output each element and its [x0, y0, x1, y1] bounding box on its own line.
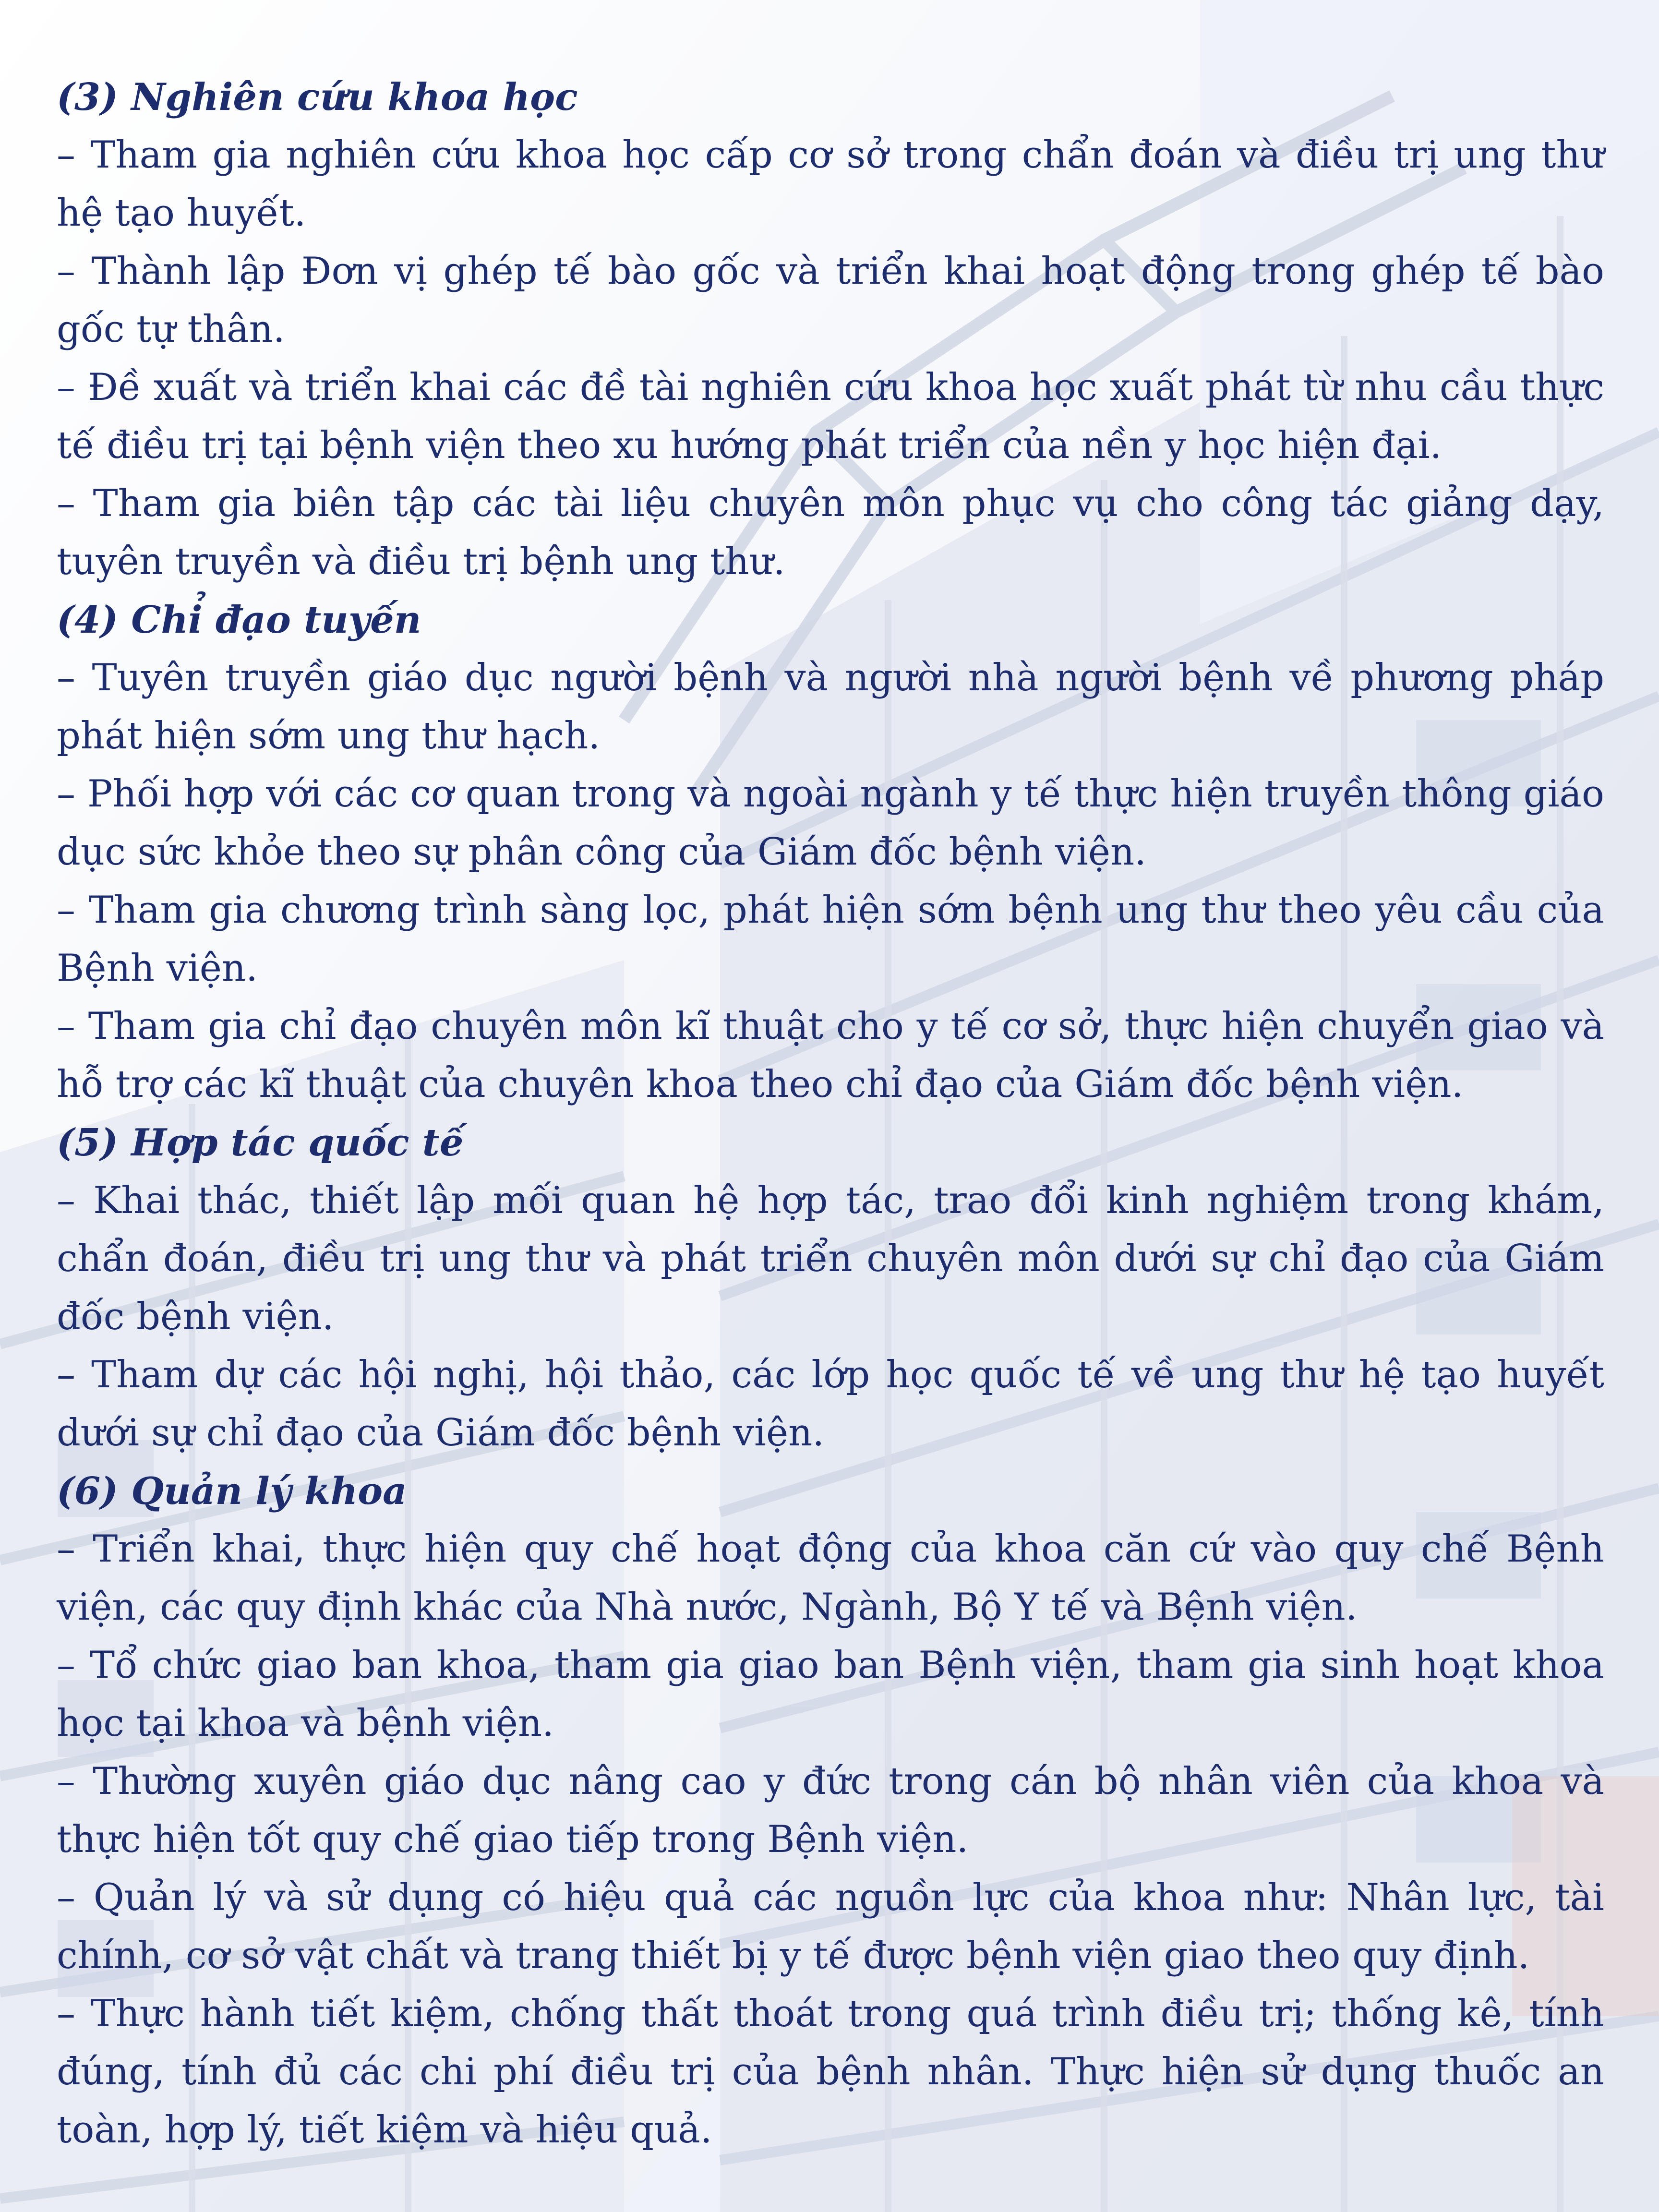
section-title-international: (5) Hợp tác quốc tế	[57, 1121, 464, 1165]
list-item: – Thường xuyên giáo dục nâng cao y đức trong cán bộ nhân viên của khoa và thực hiện tốt quy chế giao tiếp trong Bệnh viện.	[57, 1760, 1604, 1861]
list-item: – Thực hành tiết kiệm, chống thất thoát trong quá trình điều trị; thống kê, tính đúng, tính đủ các chi phí điều trị của bệnh nhân. Thực hiện sử dụng thuốc an toàn, hợp lý, tiết kiệm và hiệu quả.	[57, 1992, 1604, 2152]
list-item: – Đề xuất và triển khai các đề tài nghiên cứu khoa học xuất phát từ nhu cầu thực tế điều trị tại bệnh viện theo xu hướng phát triển của nền y học hiện đại.	[57, 366, 1604, 467]
list-item: – Khai thác, thiết lập mối quan hệ hợp tác, trao đổi kinh nghiệm trong khám, chẩn đoán, điều trị ung thư và phát triển chuyên môn dưới sự chỉ đạo của Giám đốc bệnh viện.	[57, 1179, 1604, 1338]
list-item: – Tuyên truyền giáo dục người bệnh và người nhà người bệnh về phương pháp phát hiện sớm ung thư hạch.	[57, 656, 1604, 757]
list-item: – Tham gia nghiên cứu khoa học cấp cơ sở trong chẩn đoán và điều trị ung thư hệ tạo huyết.	[57, 133, 1604, 235]
section-title-research: (3) Nghiên cứu khoa học	[57, 75, 578, 119]
list-item: – Thành lập Đơn vị ghép tế bào gốc và triển khai hoạt động trong ghép tế bào gốc tự thân.	[57, 250, 1604, 351]
section-title-direction: (4) Chỉ đạo tuyến	[57, 598, 421, 642]
list-item: – Tổ chức giao ban khoa, tham gia giao ban Bệnh viện, tham gia sinh hoạt khoa học tại khoa và bệnh viện.	[57, 1644, 1604, 1745]
list-item: – Triển khai, thực hiện quy chế hoạt động của khoa căn cứ vào quy chế Bệnh viện, các quy định khác của Nhà nước, Ngành, Bộ Y tế và Bệnh viện.	[57, 1527, 1604, 1629]
section-title-management: (6) Quản lý khoa	[57, 1469, 407, 1513]
list-item: – Quản lý và sử dụng có hiệu quả các nguồn lực của khoa như: Nhân lực, tài chính, cơ sở vật chất và trang thiết bị y tế được bệnh viện giao theo quy định.	[57, 1876, 1604, 1977]
document-body	[57, 68, 1604, 2159]
list-item: – Phối hợp với các cơ quan trong và ngoài ngành y tế thực hiện truyền thông giáo dục sức khỏe theo sự phân công của Giám đốc bệnh viện.	[57, 772, 1604, 874]
list-item: – Tham gia chương trình sàng lọc, phát hiện sớm bệnh ung thư theo yêu cầu của Bệnh viện.	[57, 889, 1604, 990]
list-item: – Tham gia biên tập các tài liệu chuyên môn phục vụ cho công tác giảng dạy, tuyên truyền và điều trị bệnh ung thư.	[57, 482, 1604, 583]
list-item: – Tham gia chỉ đạo chuyên môn kĩ thuật cho y tế cơ sở, thực hiện chuyển giao và hỗ trợ các kĩ thuật của chuyên khoa theo chỉ đạo của Giám đốc bệnh viện.	[57, 1005, 1604, 1106]
list-item: – Tham dự các hội nghị, hội thảo, các lớp học quốc tế về ung thư hệ tạo huyết dưới sự chỉ đạo của Giám đốc bệnh viện.	[57, 1353, 1604, 1455]
